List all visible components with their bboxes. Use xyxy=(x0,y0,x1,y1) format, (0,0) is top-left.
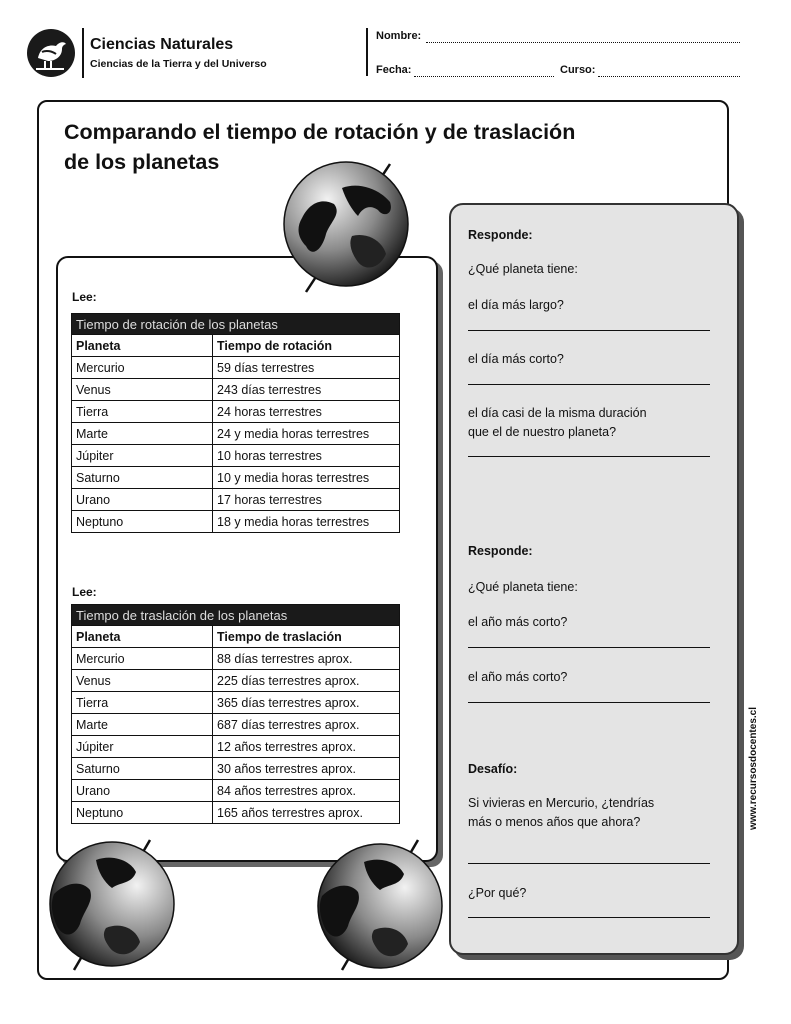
fecha-label: Fecha: xyxy=(376,64,412,76)
challenge-text: Si vivieras en Mercurio, ¿tendrías xyxy=(468,796,655,810)
answer-line[interactable] xyxy=(468,384,710,385)
planet-cell: Venus xyxy=(72,379,213,401)
brand-title: Ciencias Naturales xyxy=(90,36,234,53)
time-cell: 165 años terrestres aprox. xyxy=(213,802,400,824)
planet-cell: Mercurio xyxy=(72,648,213,670)
fecha-field[interactable] xyxy=(414,76,554,77)
question-text: ¿Por qué? xyxy=(468,886,527,900)
answer-line[interactable] xyxy=(468,330,710,331)
table-row xyxy=(72,670,400,692)
globe-icon xyxy=(282,158,412,298)
brand-subtitle: Ciencias de la Tierra y del Universo xyxy=(90,58,267,70)
planet-cell: Urano xyxy=(72,780,213,802)
planet-cell: Saturno xyxy=(72,758,213,780)
planet-cell: Mercurio xyxy=(72,357,213,379)
time-cell: 10 horas terrestres xyxy=(213,445,400,467)
planet-cell: Tierra xyxy=(72,401,213,423)
title-line-2: de los planetas xyxy=(64,150,220,174)
table-row xyxy=(72,423,400,445)
translation-table xyxy=(71,604,400,824)
table-row xyxy=(72,401,400,423)
lee-label: Lee: xyxy=(72,585,97,599)
time-cell: 59 días terrestres xyxy=(213,357,400,379)
table-row xyxy=(72,758,400,780)
answer-line[interactable] xyxy=(468,456,710,457)
time-cell: 243 días terrestres xyxy=(213,379,400,401)
time-cell: 88 días terrestres aprox. xyxy=(213,648,400,670)
planet-cell: Marte xyxy=(72,423,213,445)
rotation-table xyxy=(71,313,400,533)
answer-line[interactable] xyxy=(468,702,710,703)
globe-icon xyxy=(316,838,446,972)
responde-heading: Responde: xyxy=(468,228,533,242)
nombre-label: Nombre: xyxy=(376,30,422,42)
question-text: que el de nuestro planeta? xyxy=(468,425,617,439)
planet-cell: Venus xyxy=(72,670,213,692)
time-cell: 24 horas terrestres xyxy=(213,401,400,423)
question-text: el día más largo? xyxy=(468,298,564,312)
answer-line[interactable] xyxy=(468,917,710,918)
lee-label: Lee: xyxy=(72,290,97,304)
question-text: el año más corto? xyxy=(468,670,568,684)
table-row xyxy=(72,489,400,511)
time-cell: 18 y media horas terrestres xyxy=(213,511,400,533)
column-header: Planeta xyxy=(72,626,213,648)
translation-table-caption: Tiempo de traslación de los planetas xyxy=(72,605,400,626)
table-row xyxy=(72,780,400,802)
site-url: www.recursosdocentes.cl xyxy=(748,706,759,830)
planet-cell: Tierra xyxy=(72,692,213,714)
time-cell: 84 años terrestres aprox. xyxy=(213,780,400,802)
nombre-field[interactable] xyxy=(426,42,740,43)
header-divider xyxy=(82,28,84,78)
globe-icon xyxy=(46,838,178,972)
planet-cell: Marte xyxy=(72,714,213,736)
bird-logo-icon xyxy=(26,28,76,78)
curso-label: Curso: xyxy=(560,64,596,76)
planet-cell: Neptuno xyxy=(72,802,213,824)
table-row xyxy=(72,467,400,489)
time-cell: 687 días terrestres aprox. xyxy=(213,714,400,736)
column-header: Planeta xyxy=(72,335,213,357)
question-text: el día más corto? xyxy=(468,352,564,366)
planet-cell: Saturno xyxy=(72,467,213,489)
question-intro: ¿Qué planeta tiene: xyxy=(468,580,578,594)
planet-cell: Urano xyxy=(72,489,213,511)
challenge-text: más o menos años que ahora? xyxy=(468,815,641,829)
table-row xyxy=(72,445,400,467)
table-row xyxy=(72,648,400,670)
question-text: el día casi de la misma duración xyxy=(468,406,647,420)
table-row xyxy=(72,802,400,824)
column-header: Tiempo de rotación xyxy=(213,335,400,357)
planet-cell: Júpiter xyxy=(72,445,213,467)
planet-cell: Júpiter xyxy=(72,736,213,758)
desafio-heading: Desafío: xyxy=(468,762,518,776)
curso-field[interactable] xyxy=(598,76,740,77)
time-cell: 365 días terrestres aprox. xyxy=(213,692,400,714)
table-row xyxy=(72,692,400,714)
time-cell: 12 años terrestres aprox. xyxy=(213,736,400,758)
table-row xyxy=(72,357,400,379)
time-cell: 10 y media horas terrestres xyxy=(213,467,400,489)
responde-heading: Responde: xyxy=(468,544,533,558)
question-text: el año más corto? xyxy=(468,615,568,629)
table-row xyxy=(72,379,400,401)
table-row xyxy=(72,736,400,758)
planet-cell: Neptuno xyxy=(72,511,213,533)
answer-line[interactable] xyxy=(468,863,710,864)
question-intro: ¿Qué planeta tiene: xyxy=(468,262,578,276)
rotation-table-caption: Tiempo de rotación de los planetas xyxy=(72,314,400,335)
answer-line[interactable] xyxy=(468,647,710,648)
header-divider-2 xyxy=(366,28,368,76)
title-line-1: Comparando el tiempo de rotación y de traslación xyxy=(64,120,576,144)
column-header: Tiempo de traslación xyxy=(213,626,400,648)
table-row xyxy=(72,511,400,533)
time-cell: 225 días terrestres aprox. xyxy=(213,670,400,692)
table-row xyxy=(72,714,400,736)
time-cell: 24 y media horas terrestres xyxy=(213,423,400,445)
time-cell: 30 años terrestres aprox. xyxy=(213,758,400,780)
time-cell: 17 horas terrestres xyxy=(213,489,400,511)
